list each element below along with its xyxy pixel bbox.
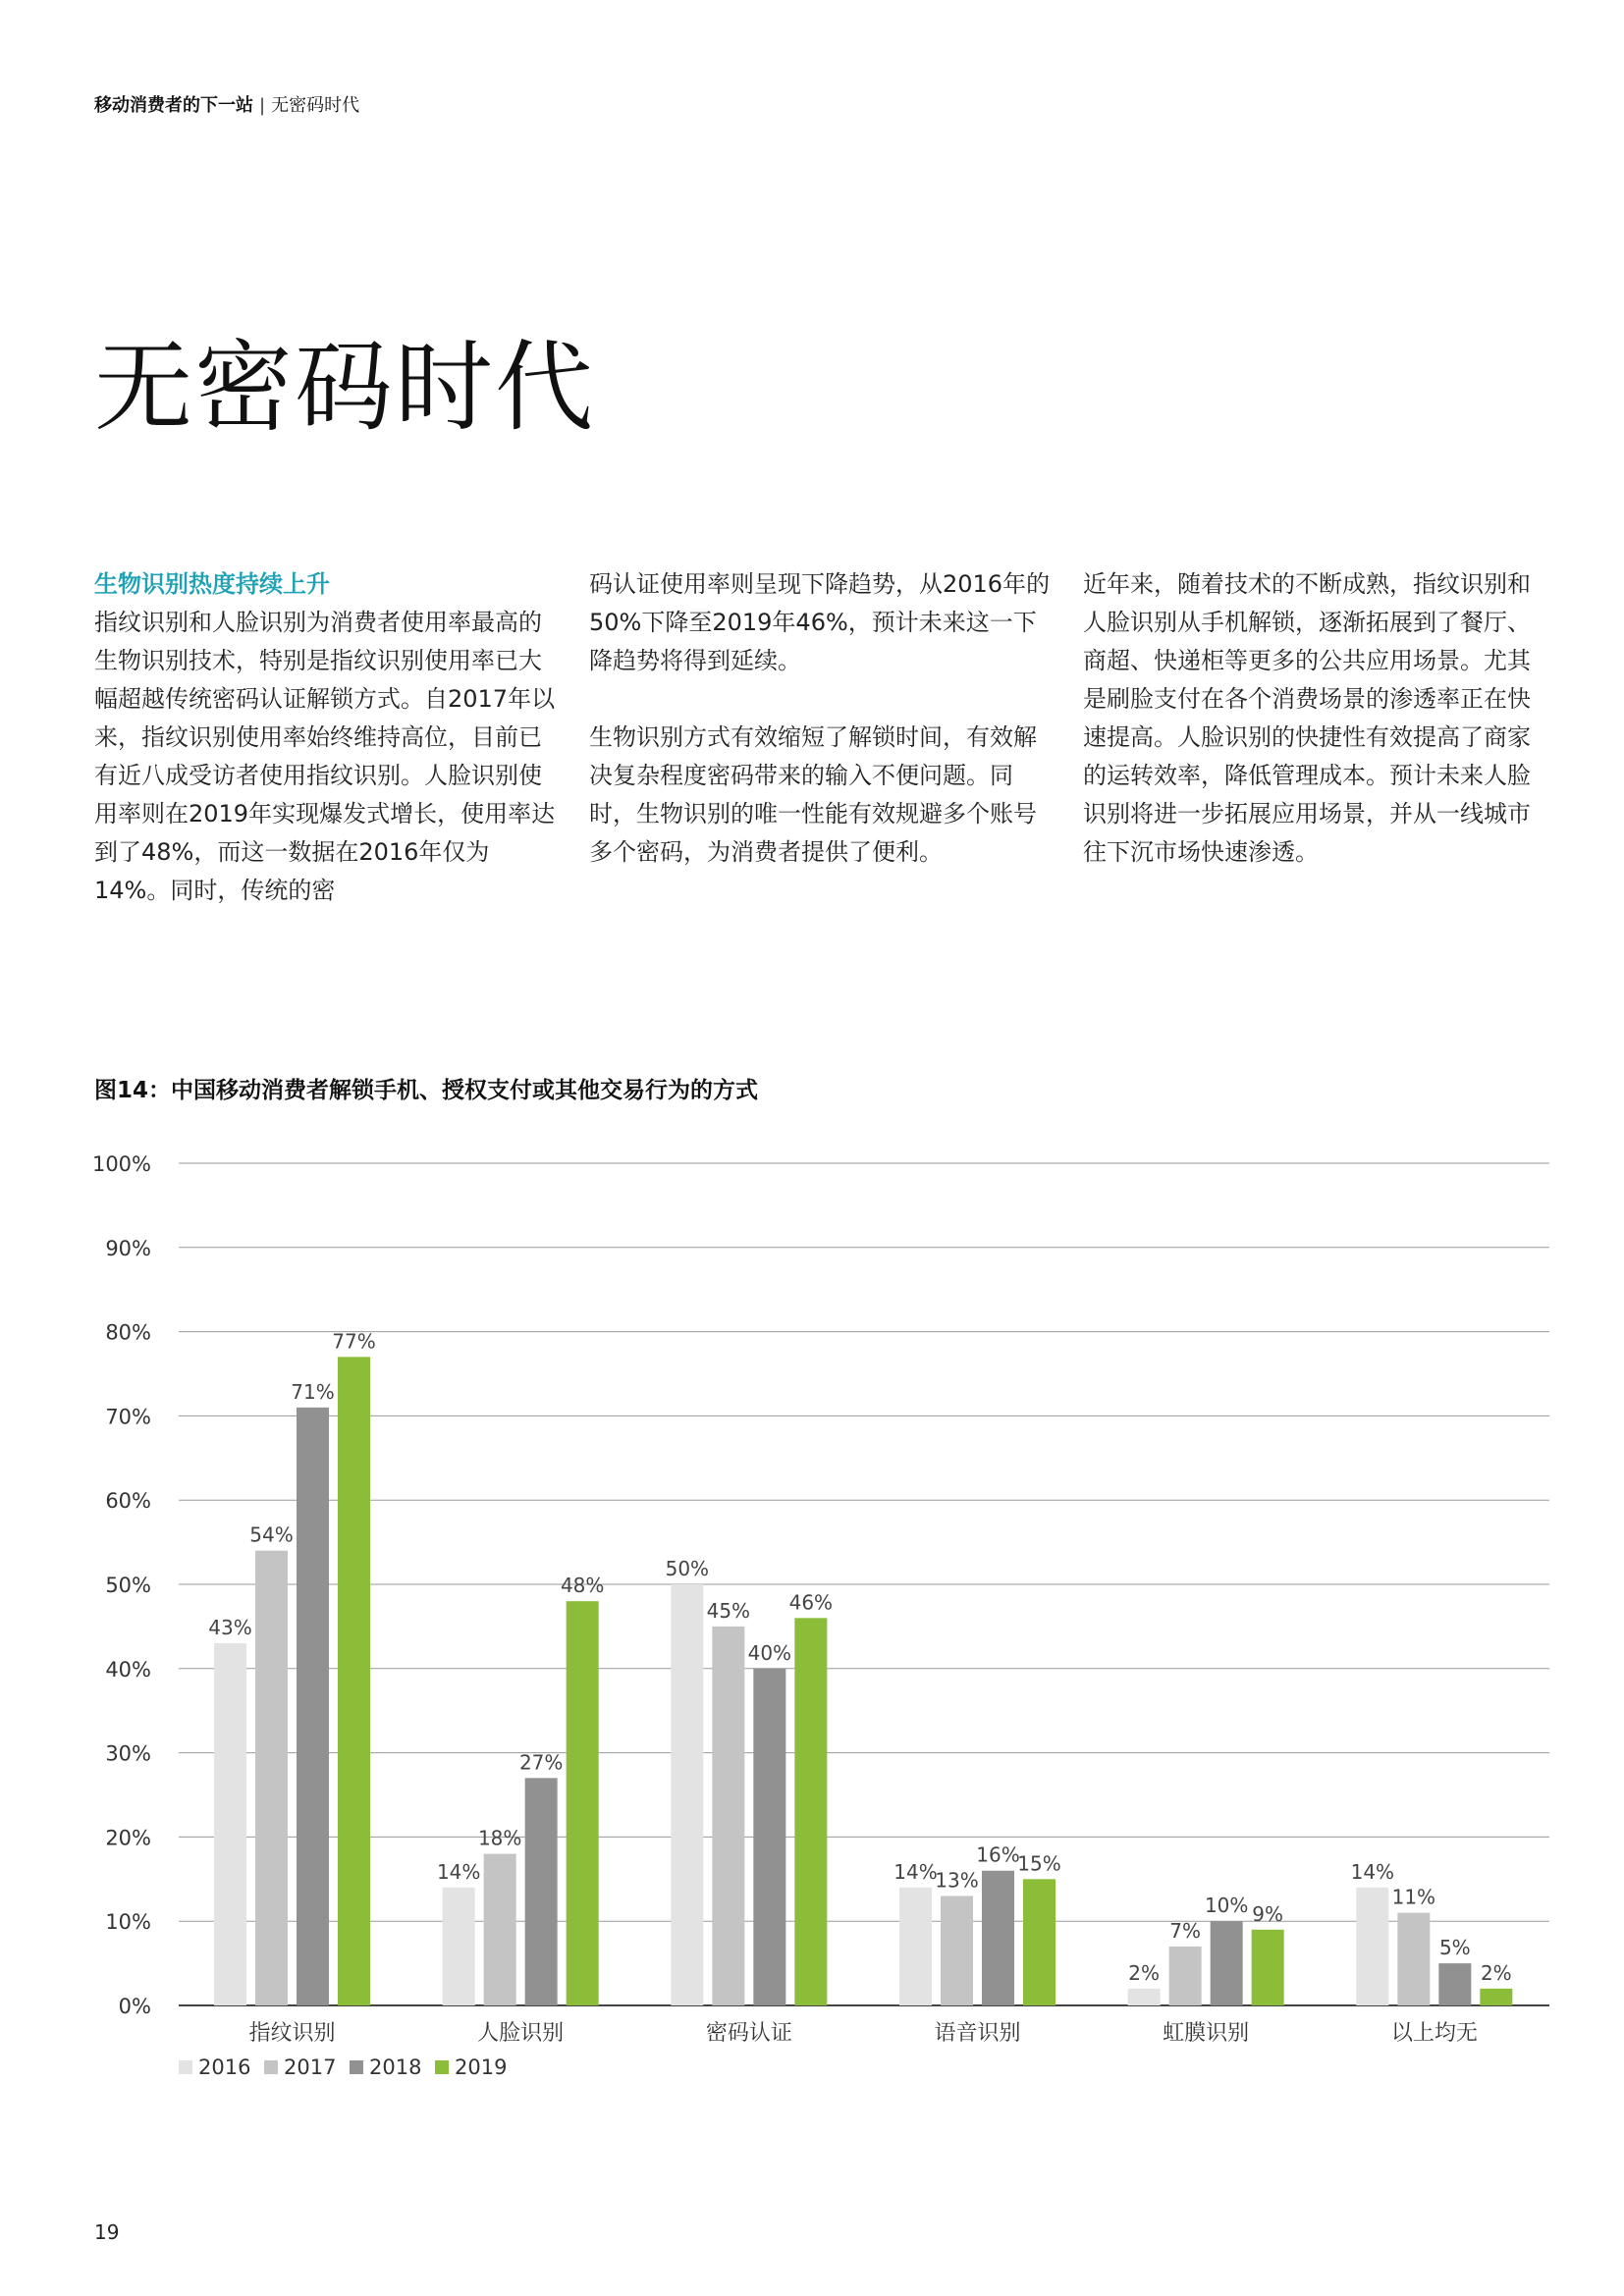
bar (255, 1551, 288, 2005)
data-label: 40% (747, 1640, 792, 1665)
data-label: 46% (788, 1590, 834, 1615)
bar (1356, 1888, 1388, 2005)
bar (1252, 1930, 1284, 2005)
bar (1397, 1913, 1430, 2005)
data-label: 77% (332, 1329, 376, 1354)
y-tick-label: 50% (105, 1574, 151, 1597)
data-label: 71% (291, 1379, 335, 1404)
y-tick-label: 80% (105, 1320, 151, 1345)
data-label: 5% (1438, 1936, 1471, 1960)
bar (484, 1854, 516, 2005)
y-tick-label: 70% (105, 1405, 151, 1429)
bar (941, 1896, 973, 2005)
data-label: 14% (1350, 1859, 1395, 1884)
y-tick-label: 90% (105, 1236, 151, 1260)
legend-swatch (264, 2060, 278, 2074)
bar (1480, 1989, 1512, 2005)
data-label: 11% (1391, 1885, 1436, 1909)
data-label: 16% (976, 1842, 1020, 1867)
data-label: 2% (1480, 1960, 1512, 1985)
y-tick-label: 0% (118, 1995, 151, 2018)
data-label: 10% (1204, 1894, 1249, 1918)
data-label: 45% (706, 1598, 751, 1623)
data-label: 14% (436, 1859, 481, 1884)
bar (1128, 1989, 1161, 2005)
legend-label: 2017 (284, 2056, 337, 2079)
data-label: 48% (560, 1574, 605, 1598)
legend-label: 2016 (198, 2056, 251, 2079)
x-category-label: 以上均无 (1390, 2021, 1478, 2046)
bar (1023, 1879, 1056, 2005)
column-2-paragraph-2: 生物识别方式有效缩短了解锁时间，有效解决复杂程度密码带来的输入不便问题。同时，生物识别的唯一性能有效规避多个账号多个密码，为消费者提供了便利。 (589, 723, 1037, 866)
data-label: 13% (935, 1868, 979, 1893)
column-1-paragraph: 指纹识别和人脸识别为消费者使用率最高的生物识别技术，特别是指纹识别使用率已大幅超越传统密码认证解锁方式。自2017年以来，指纹识别使用率始终维持高位，目前已有近八成受访者使用指纹识别。人脸识别使用率则在2019年实现爆发式增长，使用率达到了48%，而这一数据在2016年仅为14%。同时，传统的密 (94, 609, 556, 904)
bar (1169, 1947, 1202, 2005)
x-category-label: 密码认证 (705, 2021, 792, 2046)
bar (443, 1888, 475, 2005)
page-number: 19 (94, 2220, 120, 2244)
bar (1438, 1963, 1471, 2005)
x-category-label: 虹膜识别 (1163, 2021, 1250, 2046)
x-category-label: 语音识别 (934, 2021, 1021, 2046)
header-separator: | (259, 95, 266, 116)
legend-swatch (350, 2060, 363, 2074)
bar (1211, 1921, 1243, 2005)
bar (338, 1357, 370, 2005)
x-category-label: 人脸识别 (477, 2021, 565, 2046)
legend-swatch (435, 2060, 449, 2074)
data-label: 2% (1128, 1960, 1161, 1985)
legend-swatch (179, 2060, 192, 2074)
bar (567, 1601, 599, 2005)
bar (794, 1618, 827, 2005)
data-label: 14% (893, 1859, 938, 1884)
figure-caption: 图14：中国移动消费者解锁手机、授权支付或其他交易行为的方式 (94, 1078, 759, 1103)
column-3-paragraph: 近年来，随着技术的不断成熟，指纹识别和人脸识别从手机解锁，逐渐拓展到了餐厅、商超、快递柜等更多的公共应用场景。尤其是刷脸支付在各个消费场景的渗透率正在快速提高。人脸识别的快捷性有效提高了商家的运转效率，降低管理成本。预计未来人脸识别将进一步拓展应用场景，并从一线城市往下沉市场快速渗透。 (1083, 570, 1531, 866)
legend-label: 2019 (455, 2056, 508, 2079)
bar (525, 1778, 558, 2005)
data-label: 15% (1017, 1851, 1061, 1876)
page-title: 无密码时代 (94, 330, 595, 445)
bar (753, 1669, 785, 2005)
y-tick-label: 40% (105, 1657, 151, 1682)
y-tick-label: 30% (105, 1741, 151, 1766)
y-tick-label: 100% (91, 1152, 151, 1176)
bar (982, 1871, 1014, 2005)
x-category-label: 指纹识别 (248, 2021, 336, 2046)
data-label: 18% (477, 1826, 522, 1850)
header-chapter-title: 无密码时代 (271, 95, 360, 116)
y-tick-label: 20% (105, 1826, 151, 1850)
bar (899, 1888, 932, 2005)
data-label: 9% (1252, 1901, 1284, 1926)
bar (671, 1584, 703, 2005)
bar (712, 1627, 744, 2005)
data-label: 27% (518, 1750, 564, 1775)
bar (297, 1408, 329, 2005)
y-tick-label: 10% (105, 1910, 151, 1935)
header-publication-title: 移动消费者的下一站 (94, 95, 253, 116)
data-label: 7% (1169, 1918, 1202, 1943)
data-label: 50% (665, 1557, 710, 1580)
y-tick-label: 60% (105, 1489, 151, 1514)
section-heading: 生物识别热度持续上升 (94, 570, 330, 598)
column-2-paragraph-1: 码认证使用率则呈现下降趋势，从2016年的50%下降至2019年46%，预计未来这一下降趋势将得到延续。 (589, 570, 1051, 674)
data-label: 43% (208, 1616, 252, 1640)
legend-label: 2018 (369, 2056, 422, 2079)
bar (214, 1643, 246, 2005)
data-label: 54% (249, 1522, 294, 1547)
